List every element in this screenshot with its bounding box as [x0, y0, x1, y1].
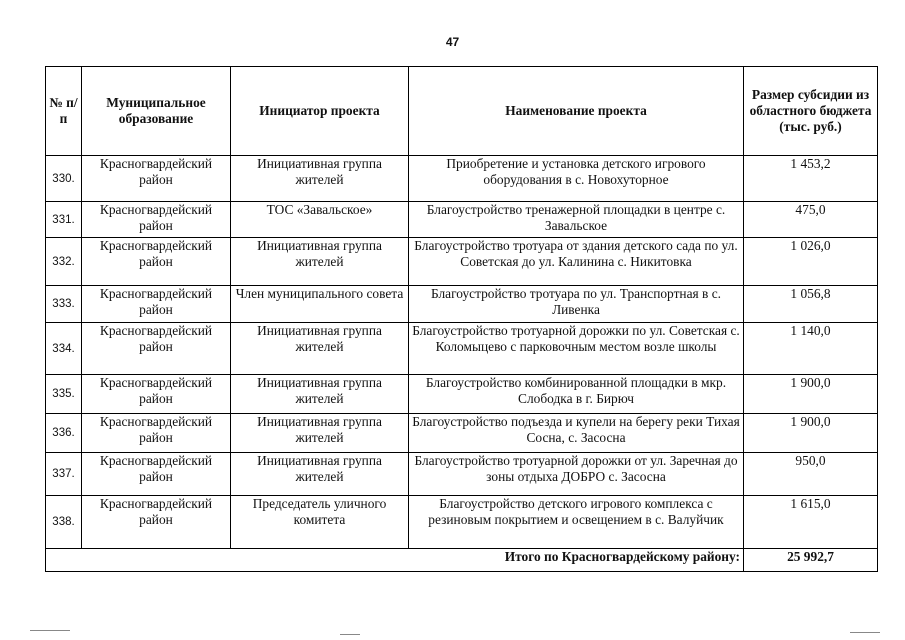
row-municipality: Красногвардейский район — [82, 202, 231, 238]
row-num: 338. — [46, 496, 82, 549]
row-municipality: Красногвардейский район — [82, 375, 231, 414]
row-initiator: ТОС «Завальское» — [231, 202, 409, 238]
row-project: Приобретение и установка детского игрового оборудования в с. Новохуторное — [409, 156, 744, 202]
table-row — [46, 453, 878, 496]
table-row — [46, 414, 878, 453]
row-initiator: Инициативная группа жителей — [231, 414, 409, 453]
scan-artifact-line — [340, 634, 360, 635]
table-row — [46, 323, 878, 375]
row-amount: 1 453,2 — [744, 156, 878, 202]
row-num: 337. — [46, 453, 82, 496]
row-amount: 1 615,0 — [744, 496, 878, 549]
scan-artifact-line — [30, 630, 70, 631]
row-num: 331. — [46, 202, 82, 238]
scan-artifact-line — [850, 632, 880, 633]
row-municipality: Красногвардейский район — [82, 496, 231, 549]
row-municipality: Красногвардейский район — [82, 286, 231, 323]
table-row — [46, 156, 878, 202]
row-amount: 1 900,0 — [744, 375, 878, 414]
row-initiator: Инициативная группа жителей — [231, 238, 409, 286]
row-municipality: Красногвардейский район — [82, 238, 231, 286]
row-project: Благоустройство подъезда и купели на берегу реки Тихая Сосна, с. Засосна — [409, 414, 744, 453]
table-row — [46, 238, 878, 286]
header-subsidy: Размер субсидии из областного бюджета (тыс. руб.) — [744, 67, 878, 156]
row-initiator: Председатель уличного комитета — [231, 496, 409, 549]
row-amount: 1 056,8 — [744, 286, 878, 323]
row-initiator: Член муниципального совета — [231, 286, 409, 323]
row-num: 335. — [46, 375, 82, 414]
row-municipality: Красногвардейский район — [82, 156, 231, 202]
row-initiator: Инициативная группа жителей — [231, 156, 409, 202]
row-initiator: Инициативная группа жителей — [231, 375, 409, 414]
total-row — [46, 549, 878, 572]
table-row — [46, 202, 878, 238]
total-label: Итого по Красногвардейскому району: — [46, 549, 744, 572]
row-municipality: Красногвардейский район — [82, 323, 231, 375]
total-amount: 25 992,7 — [744, 549, 878, 572]
table-row — [46, 375, 878, 414]
row-project: Благоустройство комбинированной площадки в мкр. Слободка в г. Бирюч — [409, 375, 744, 414]
row-project: Благоустройство тротуарной дорожки от ул. Заречная до зоны отдыха ДОБРО с. Засосна — [409, 453, 744, 496]
row-municipality: Красногвардейский район — [82, 414, 231, 453]
row-num: 332. — [46, 238, 82, 286]
header-num: № п/п — [46, 67, 82, 156]
row-amount: 475,0 — [744, 202, 878, 238]
header-municipality: Муниципальное образование — [82, 67, 231, 156]
table-row — [46, 286, 878, 323]
row-project: Благоустройство тротуара от здания детского сада по ул. Советская до ул. Калинина с. Никитовка — [409, 238, 744, 286]
row-project: Благоустройство детского игрового комплекса с резиновым покрытием и освещением в с. Валуйчик — [409, 496, 744, 549]
row-amount: 1 900,0 — [744, 414, 878, 453]
header-initiator: Инициатор проекта — [231, 67, 409, 156]
row-amount: 950,0 — [744, 453, 878, 496]
row-project: Благоустройство тротуарной дорожки по ул. Советская с. Коломыцево с парковочным местом возле школы — [409, 323, 744, 375]
header-project: Наименование проекта — [409, 67, 744, 156]
row-project: Благоустройство тренажерной площадки в центре с. Завальское — [409, 202, 744, 238]
row-num: 330. — [46, 156, 82, 202]
row-initiator: Инициативная группа жителей — [231, 323, 409, 375]
row-municipality: Красногвардейский район — [82, 453, 231, 496]
row-initiator: Инициативная группа жителей — [231, 453, 409, 496]
row-num: 333. — [46, 286, 82, 323]
table-header-row — [46, 67, 878, 156]
row-project: Благоустройство тротуара по ул. Транспортная в с. Ливенка — [409, 286, 744, 323]
row-num: 336. — [46, 414, 82, 453]
table-row — [46, 496, 878, 549]
row-num: 334. — [46, 323, 82, 375]
row-amount: 1 140,0 — [744, 323, 878, 375]
subsidy-table — [45, 66, 878, 572]
page-number: 47 — [445, 35, 460, 49]
row-amount: 1 026,0 — [744, 238, 878, 286]
